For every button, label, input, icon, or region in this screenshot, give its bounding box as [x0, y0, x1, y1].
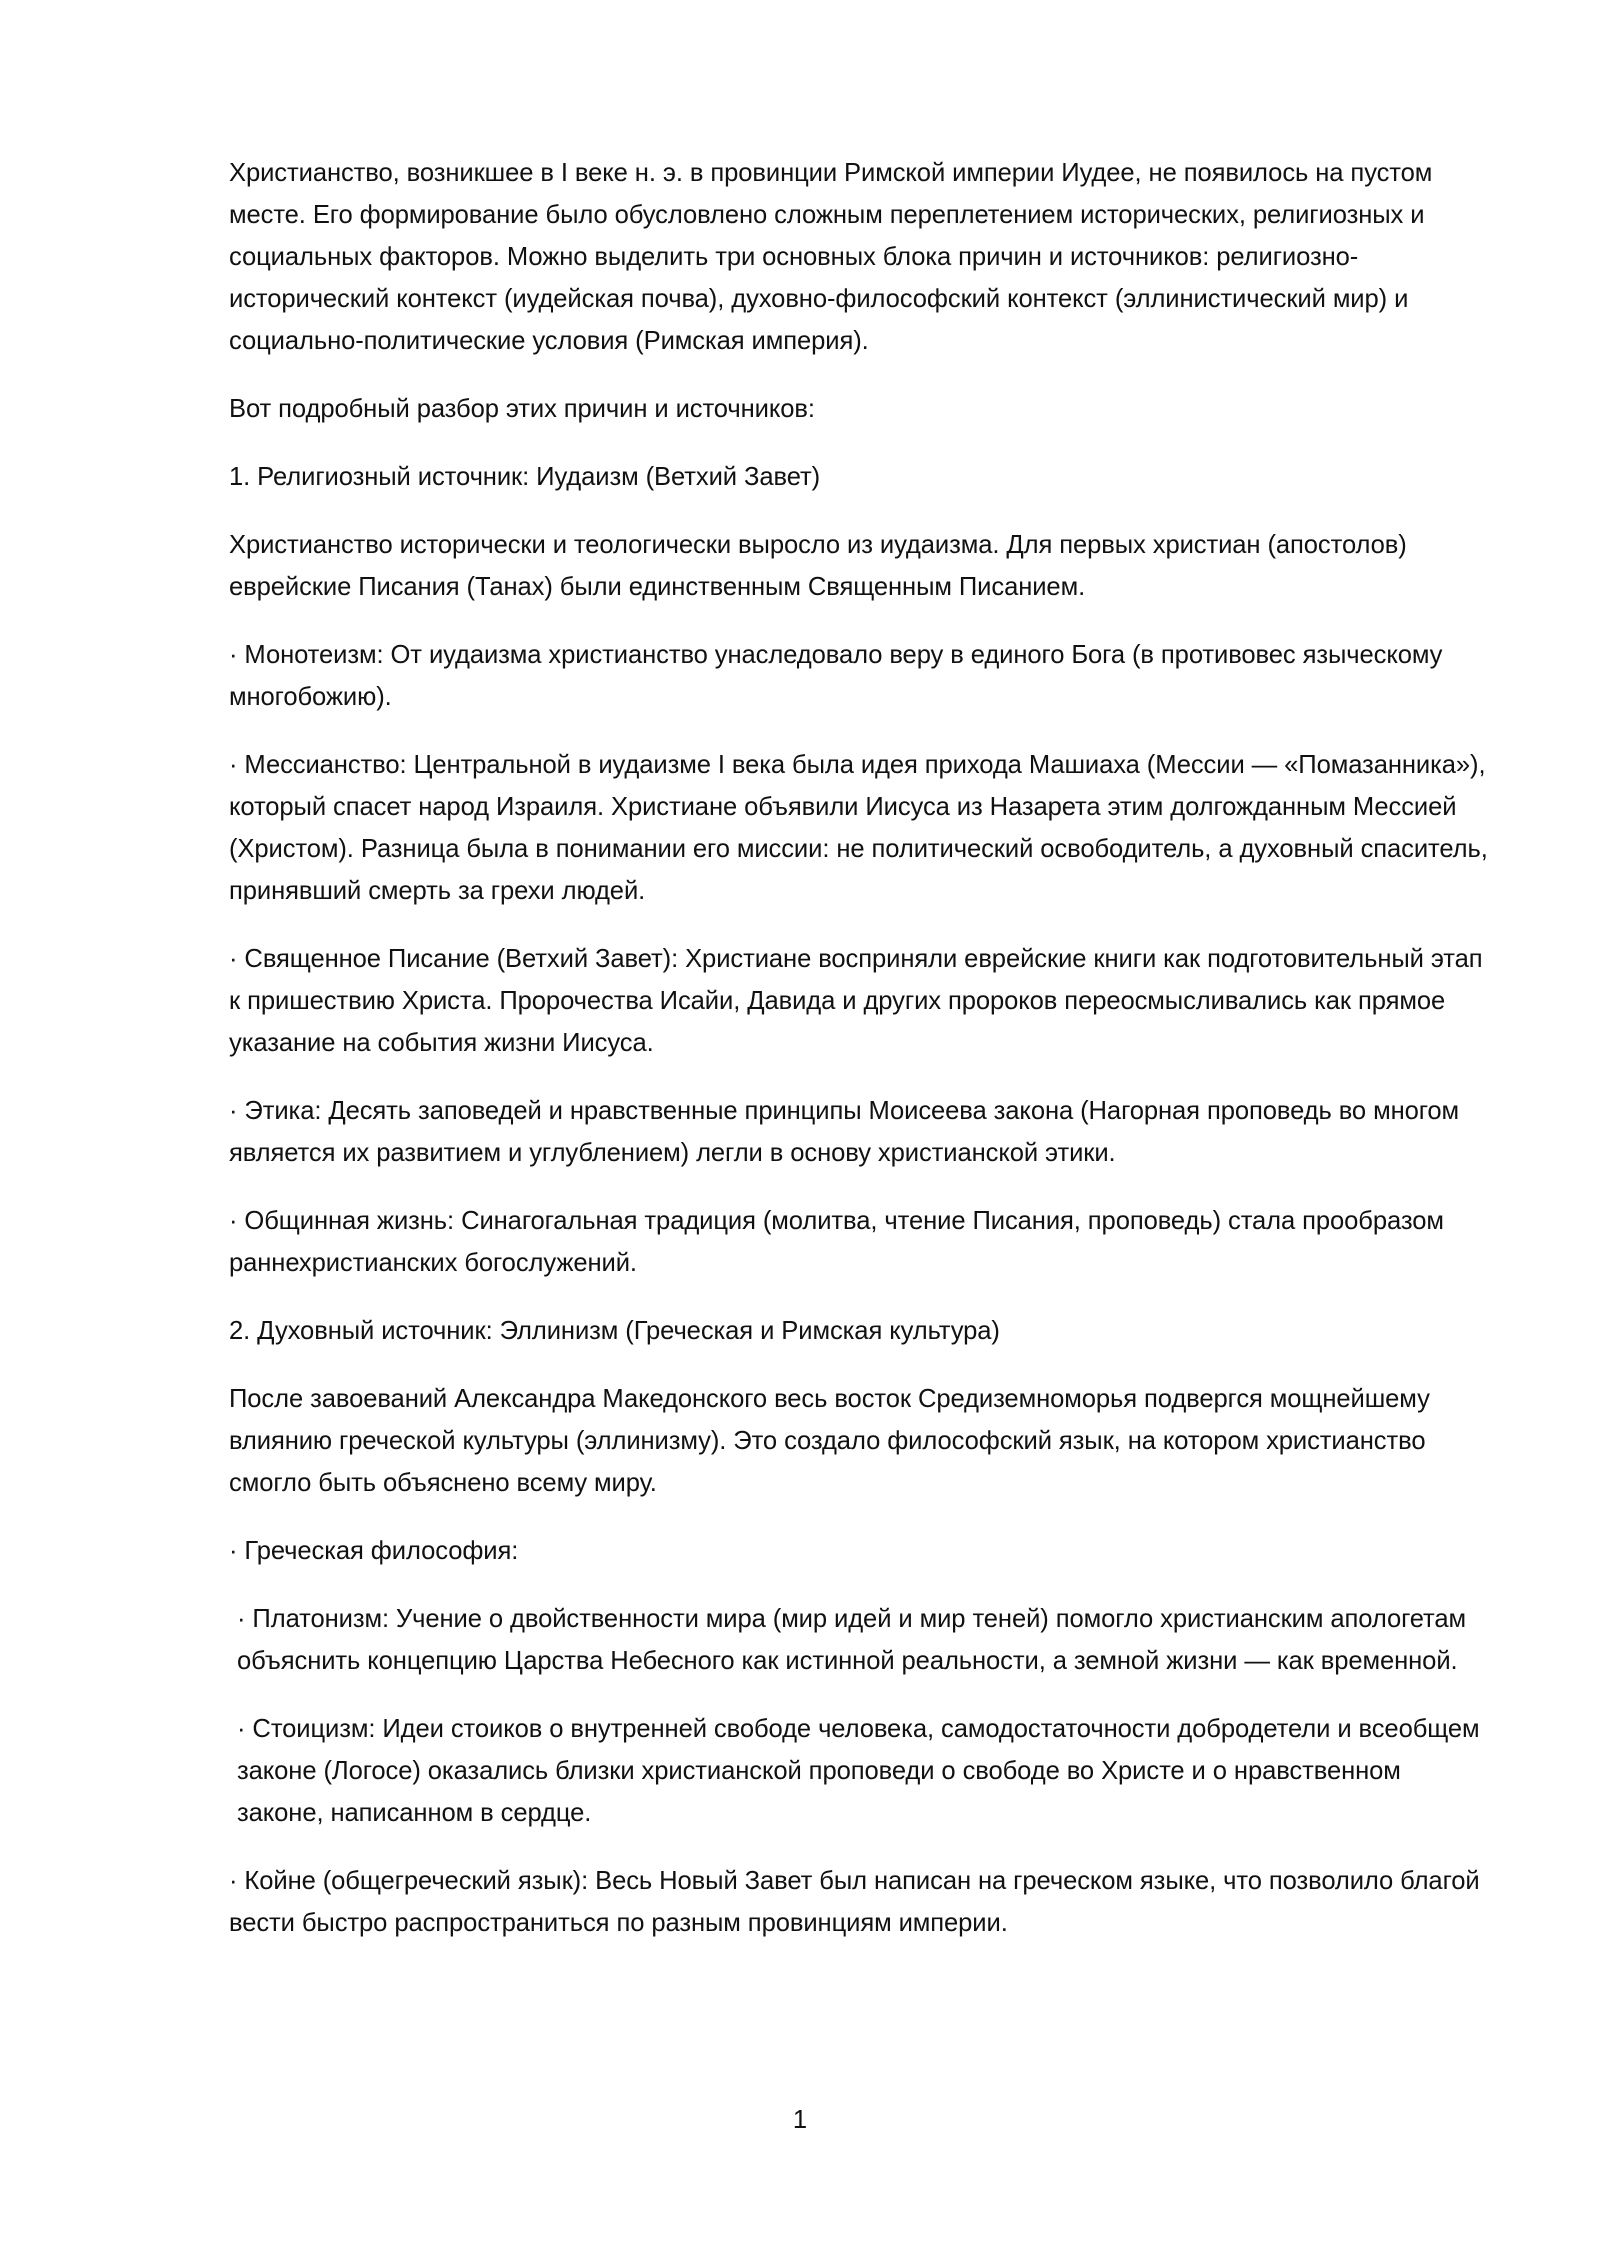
section-heading-hellenism: 2. Духовный источник: Эллинизм (Греческая и Римская культура): [229, 1317, 1000, 1345]
list-item-koine: · Койне (общегреческий язык): Весь Новый Завет был написан на греческом языке, что позволило благой вести быстро распространиться по разным провинциям империи.: [229, 1867, 1480, 1937]
document-body: [229, 152, 1489, 1970]
section-heading-judaism: 1. Религиозный источник: Иудаизм (Ветхий Завет): [229, 463, 821, 491]
intro-paragraph: Христианство, возникшее в I веке н. э. в провинции Римской империи Иудее, не появилось на пустом месте. Его формирование было обусловлено сложным переплетением исторических, религиозных и социальных факторов. Можно выделить три основных блока причин и источников: религиозно-исторический контекст (иудейская почва), духовно-философский контекст (эллинистический мир) и социально-политические условия (Римская империя).: [229, 159, 1433, 355]
sublist-item-platonism: · Платонизм: Учение о двойственности мира (мир идей и мир теней) помогло христианским апологетам объяснить концепцию Царства Небесного как истинной реальности, а земной жизни — как временной.: [237, 1605, 1467, 1675]
list-item-messianism: · Мессианство: Центральной в иудаизме I века была идея прихода Машиаха (Мессии — «Помазанника»), который спасет народ Израиля. Христиане объявили Иисуса из Назарета этим долгожданным Мессией (Христом). Разница была в понимании его миссии: не политический освободитель, а духовный спаситель, принявший смерть за грехи людей.: [229, 751, 1488, 905]
hellenism-intro-paragraph: После завоеваний Александра Македонского весь восток Средиземноморья подвергся мощнейшему влиянию греческой культуры (эллинизму). Это создало философский язык, на котором христианство смогло быть объяснено всему миру.: [229, 1385, 1430, 1497]
list-item-greek-philosophy: · Греческая философия:: [229, 1537, 519, 1565]
list-item-ethics: · Этика: Десять заповедей и нравственные принципы Моисеева закона (Нагорная проповедь во многом является их развитием и углублением) легли в основу христианской этики.: [229, 1097, 1460, 1167]
overview-paragraph: Вот подробный разбор этих причин и источников:: [229, 395, 815, 423]
sublist-item-stoicism: · Стоицизм: Идеи стоиков о внутренней свободе человека, самодостаточности добродетели и всеобщем законе (Логосе) оказались близки христианской проповеди о свободе во Христе и о нравственном законе, написанном в сердце.: [237, 1715, 1480, 1827]
list-item-community: · Общинная жизнь: Синагогальная традиция (молитва, чтение Писания, проповедь) стала прообразом раннехристианских богослужений.: [229, 1207, 1444, 1277]
list-item-monotheism: · Монотеизм: От иудаизма христианство унаследовало веру в единого Бога (в противовес языческому многобожию).: [229, 641, 1443, 711]
judaism-intro-paragraph: Христианство исторически и теологически выросло из иудаизма. Для первых христиан (апостолов) еврейские Писания (Танах) были единственным Священным Писанием.: [229, 531, 1407, 601]
list-item-scripture: · Священное Писание (Ветхий Завет): Христиане восприняли еврейские книги как подготовительный этап к пришествию Христа. Пророчества Исайи, Давида и других пророков переосмысливались как прямое указание на события жизни Иисуса.: [229, 945, 1483, 1057]
page-number: 1: [792, 2106, 808, 2134]
